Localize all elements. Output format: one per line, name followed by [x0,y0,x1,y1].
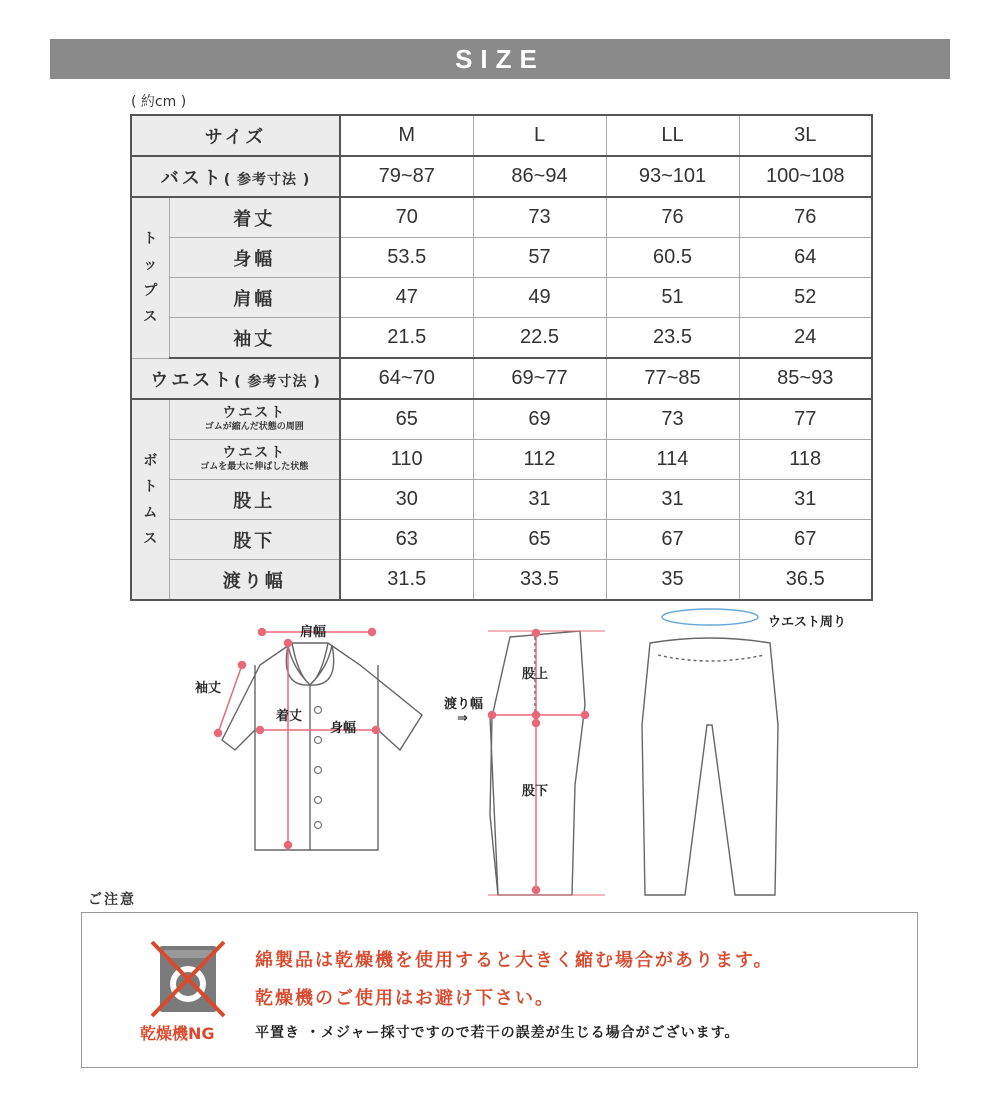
bottoms-value: 67 [739,520,872,560]
bottoms-value: 63 [340,520,473,560]
tops-value: 21.5 [340,318,473,359]
tops-label-char: ス [143,308,158,325]
bottoms-row [131,560,872,601]
waist-value: 77~85 [606,358,739,399]
bust-value: 93~101 [606,156,739,197]
caution-line-3: 平置き ・メジャー採寸ですので若干の誤差が生じる場合がございます。 [255,1025,740,1041]
tops-value: 23.5 [606,318,739,359]
caution-title: ご注意 [88,892,136,908]
tops-value: 57 [473,238,606,278]
tops-value: 70 [340,197,473,238]
bottoms-value: 118 [739,440,872,480]
waist-label: ウエスト( 参考寸法 ) [131,358,340,399]
tops-value: 52 [739,278,872,318]
tops-value: 49 [473,278,606,318]
bust-value: 100~108 [739,156,872,197]
shirt-illustration [222,643,422,850]
rise-label: 股上 [522,667,549,682]
tops-row [131,318,872,359]
size-banner: SIZE [50,39,950,79]
bottoms-label-char: ス [143,530,158,547]
dryer-ng-label: 乾燥機NG [140,1024,215,1043]
tops-row-label: 肩幅 [169,278,340,318]
sleeve-label: 袖丈 [195,681,222,696]
bottoms-value: 30 [340,480,473,520]
size-header-label: サイズ [131,115,340,156]
no-dryer-icon [148,938,228,1018]
length-label: 着丈 [276,709,303,724]
thigh-arrow-icon: ⇒ [457,711,468,726]
tops-value: 51 [606,278,739,318]
bust-row [131,156,872,197]
tops-value: 64 [739,238,872,278]
tops-row [131,278,872,318]
size-table [130,114,873,601]
waist-value: 85~93 [739,358,872,399]
tops-value: 53.5 [340,238,473,278]
unit-note: ( 約cm ) [131,94,187,110]
bottoms-row [131,440,872,480]
tops-value: 24 [739,318,872,359]
tops-row-label: 袖丈 [169,318,340,359]
waist-row [131,358,872,399]
size-col-ll: LL [606,115,739,156]
tops-value: 73 [473,197,606,238]
bottoms-group-label [131,399,169,600]
measurement-diagram [180,605,880,905]
tops-value: 76 [739,197,872,238]
bottoms-value: 31 [739,480,872,520]
size-col-3l: 3L [739,115,872,156]
bottoms-value: 112 [473,440,606,480]
bottoms-value: 65 [473,520,606,560]
bust-value: 79~87 [340,156,473,197]
tops-value: 47 [340,278,473,318]
tops-label-char: ッ [143,256,158,273]
waist-value: 64~70 [340,358,473,399]
bottoms-value: 110 [340,440,473,480]
size-col-m: M [340,115,473,156]
bottoms-row-label: ウエスト ゴムが縮んだ状態の周囲 [169,399,340,440]
bottoms-value: 67 [606,520,739,560]
bottoms-label-char: ム [143,504,158,521]
tops-value: 22.5 [473,318,606,359]
tops-label-char: プ [143,282,158,299]
bottoms-row-label: 渡り幅 [169,560,340,601]
waist-around-label: ウエスト周り [768,615,847,630]
tops-row [131,197,872,238]
size-col-l: L [473,115,606,156]
bottoms-row-label: 股上 [169,480,340,520]
bottoms-row [131,480,872,520]
tops-label-char: ト [143,230,158,247]
bust-label: バスト( 参考寸法 ) [131,156,340,197]
tops-value: 60.5 [606,238,739,278]
bottoms-label-char: ボ [143,452,158,469]
bottoms-value: 36.5 [739,560,872,601]
pants-front-illustration [642,609,778,895]
bottoms-row [131,520,872,560]
body-width-label: 身幅 [330,721,357,736]
bottoms-row [131,399,872,440]
size-header-row [131,115,872,156]
bottoms-value: 31.5 [340,560,473,601]
inseam-label: 股下 [522,784,549,799]
bottoms-value: 33.5 [473,560,606,601]
bottoms-label-char: ト [143,478,158,495]
bottoms-value: 31 [606,480,739,520]
thigh-label: 渡り幅 [444,697,484,712]
bust-value: 86~94 [473,156,606,197]
caution-line-2: 乾燥機のご使用はお避け下さい。 [255,988,555,1009]
bottoms-row-label: ウエスト ゴムを最大に伸ばした状態 [169,440,340,480]
tops-row-label: 着丈 [169,197,340,238]
bottoms-value: 35 [606,560,739,601]
shoulder-label: 肩幅 [300,625,327,640]
caution-line-1: 綿製品は乾燥機を使用すると大きく縮む場合があります。 [255,950,774,971]
bottoms-value: 65 [340,399,473,440]
waist-value: 69~77 [473,358,606,399]
bottoms-value: 31 [473,480,606,520]
bottoms-value: 114 [606,440,739,480]
tops-value: 76 [606,197,739,238]
bottoms-value: 69 [473,399,606,440]
tops-row [131,238,872,278]
bottoms-row-label: 股下 [169,520,340,560]
bottoms-value: 77 [739,399,872,440]
bottoms-value: 73 [606,399,739,440]
tops-group-label [131,197,169,358]
tops-row-label: 身幅 [169,238,340,278]
